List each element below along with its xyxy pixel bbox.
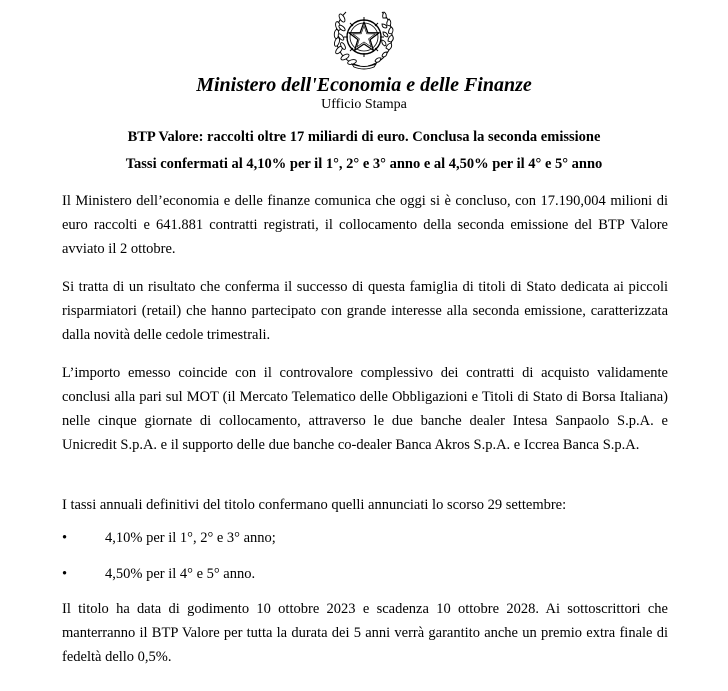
headline: BTP Valore: raccolti oltre 17 miliardi di euro. Conclusa la seconda emissione bbox=[127, 129, 601, 145]
paragraph-intro: Il Ministero dell’economia e delle finanze comunica che oggi si è concluso, con 17.190,004 milioni di euro raccolti e 641.881 contratti registrati, il collocamento della seconda emissione del BTP Valore avviato il 2 ottobre. bbox=[62, 193, 668, 257]
bullet-icon: • bbox=[62, 566, 68, 582]
rate-last-years: 4,50% per il 4° e 5° anno. bbox=[105, 566, 256, 582]
paragraph-success: Si tratta di un risultato che conferma il successo di questa famiglia di titoli di Stato dedicata ai piccoli risparmiatori (retail) che hanno partecipato con grande interesse alla seconda emissione, caratterizzata dalla novità delle cedole trimestrali. bbox=[62, 279, 668, 343]
paragraph-rates: I tassi annuali definitivi del titolo confermano quelli annunciati lo scorso 29 settembre: bbox=[62, 497, 567, 513]
ministry-name: Ministero dell'Economia e delle Finanze bbox=[196, 74, 532, 96]
subheadline: Tassi confermati al 4,10% per il 1°, 2° e 3° anno e al 4,50% per il 4° e 5° anno bbox=[125, 156, 603, 172]
paragraph-amount: L’importo emesso coincide con il controvalore complessivo dei contratti di acquisto validamente conclusi alla pari sul MOT (il Mercato Telematico delle Obbligazioni e Titoli di Stato di Borsa Italiana) nelle cinque giornate di collocamento, attraverso le due banche dealer Intesa Sanpaolo S.p.A. e Unicredit S.p.A. e il supporto delle due banche co-dealer Banca Akros S.p.A. e Iccrea Banca S.p.A. bbox=[62, 365, 668, 453]
list-item bbox=[62, 562, 668, 586]
list-item bbox=[62, 526, 668, 550]
bullet-icon: • bbox=[62, 530, 68, 546]
italian-republic-emblem-icon bbox=[330, 4, 398, 70]
press-office-label: Ufficio Stampa bbox=[321, 97, 407, 112]
paragraph-maturity: Il titolo ha data di godimento 10 ottobre 2023 e scadenza 10 ottobre 2028. Ai sottoscrittori che manterranno il BTP Valore per tutta la durata dei 5 anni verrà garantito anche un premio extra finale di fedeltà dello 0,5%. bbox=[62, 601, 668, 665]
rate-first-years: 4,10% per il 1°, 2° e 3° anno; bbox=[105, 530, 276, 546]
